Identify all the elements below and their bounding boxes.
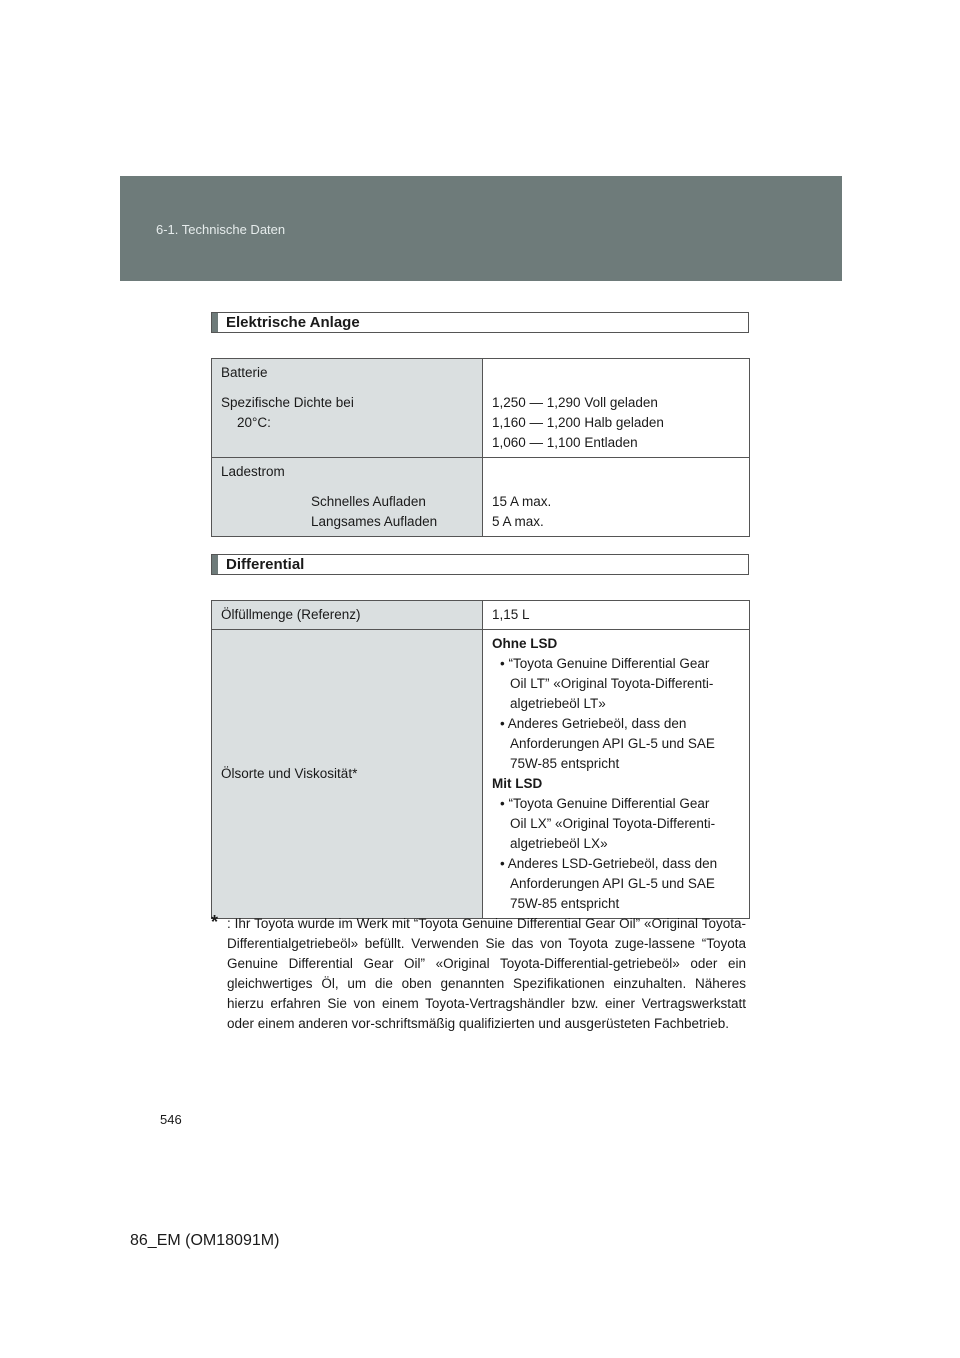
section-marker <box>212 555 218 574</box>
list-item: • Anderes LSD-Getriebeöl, dass den <box>500 856 718 871</box>
oil-type-values <box>483 630 750 919</box>
list-item: 75W-85 entspricht <box>510 896 620 911</box>
document-id: 86_EM (OM18091M) <box>130 1232 280 1249</box>
charge-label-cell <box>212 458 483 537</box>
table-row <box>212 359 750 458</box>
slow-charge-value: 5 A max. <box>492 514 544 529</box>
fast-charge-label: Schnelles Aufladen <box>311 494 426 509</box>
list-item: 75W-85 entspricht <box>510 756 620 771</box>
page-number: 546 <box>160 1112 182 1127</box>
density-value: 1,160 — 1,200 Halb geladen <box>492 415 664 430</box>
with-lsd-heading: Mit LSD <box>492 776 543 791</box>
density-value: 1,060 — 1,100 Entladen <box>492 435 638 450</box>
electrical-table <box>211 358 750 537</box>
list-item: algetriebeöl LT» <box>510 696 606 711</box>
chapter-header-band <box>120 176 842 281</box>
list-item: • Anderes Getriebeöl, dass den <box>500 716 687 731</box>
section-title-electrical <box>211 312 749 333</box>
table-row <box>212 458 750 537</box>
list-item: Anforderungen API GL-5 und SAE <box>510 736 715 751</box>
density-values-cell <box>483 359 750 458</box>
footnote-mark: * <box>211 912 219 932</box>
charge-values-cell <box>483 458 750 537</box>
section-title-text: Differential <box>226 556 305 573</box>
density-value: 1,250 — 1,290 Voll geladen <box>492 395 658 410</box>
battery-label: Batterie <box>221 365 268 380</box>
list-item: • “Toyota Genuine Differential Gear <box>500 656 710 671</box>
list-item: • “Toyota Genuine Differential Gear <box>500 796 710 811</box>
table-row <box>212 601 750 630</box>
footnote <box>211 914 746 1034</box>
table-row <box>212 630 750 919</box>
capacity-label: Ölfüllmenge (Referenz) <box>212 601 483 630</box>
breadcrumb: 6-1. Technische Daten <box>156 222 286 237</box>
density-temp: 20°C: <box>237 415 271 430</box>
list-item: Oil LX” «Original Toyota-Differenti- <box>510 816 716 831</box>
list-item: Oil LT” «Original Toyota-Differenti- <box>510 676 714 691</box>
list-item: algetriebeöl LX» <box>510 836 608 851</box>
footnote-text: : Ihr Toyota wurde im Werk mit “Toyota Genuine Differential Gear Oil” «Original Toyota-Differentialgetriebeöl» befüllt. Verwenden Sie das von Toyota zuge-lassene “Toyota Genuine Differential Gear Oil” «Original Toyota-Differential-getriebeöl» oder ein gleichwertiges Öl, um die oben genannten Spezifikationen einzuhalten. Näheres hierzu erfahren Sie von einem Toyota-Vertragshändler bzw. einer Vertragswerkstatt oder einem anderen vor-schriftsmäßig qualifizierten und ausgerüsteten Fachbetrieb. <box>227 916 746 1031</box>
list-item: Anforderungen API GL-5 und SAE <box>510 876 715 891</box>
battery-label-cell <box>212 359 483 458</box>
differential-table <box>211 600 750 919</box>
charge-label: Ladestrom <box>221 464 285 479</box>
density-label: Spezifische Dichte bei <box>221 395 354 410</box>
capacity-value: 1,15 L <box>483 601 750 630</box>
slow-charge-label: Langsames Aufladen <box>311 514 438 529</box>
oil-type-label: Ölsorte und Viskosität* <box>212 630 483 919</box>
section-marker <box>212 313 218 332</box>
section-title-differential <box>211 554 749 575</box>
section-title-text: Elektrische Anlage <box>226 314 360 331</box>
fast-charge-value: 15 A max. <box>492 494 552 509</box>
without-lsd-heading: Ohne LSD <box>492 636 558 651</box>
